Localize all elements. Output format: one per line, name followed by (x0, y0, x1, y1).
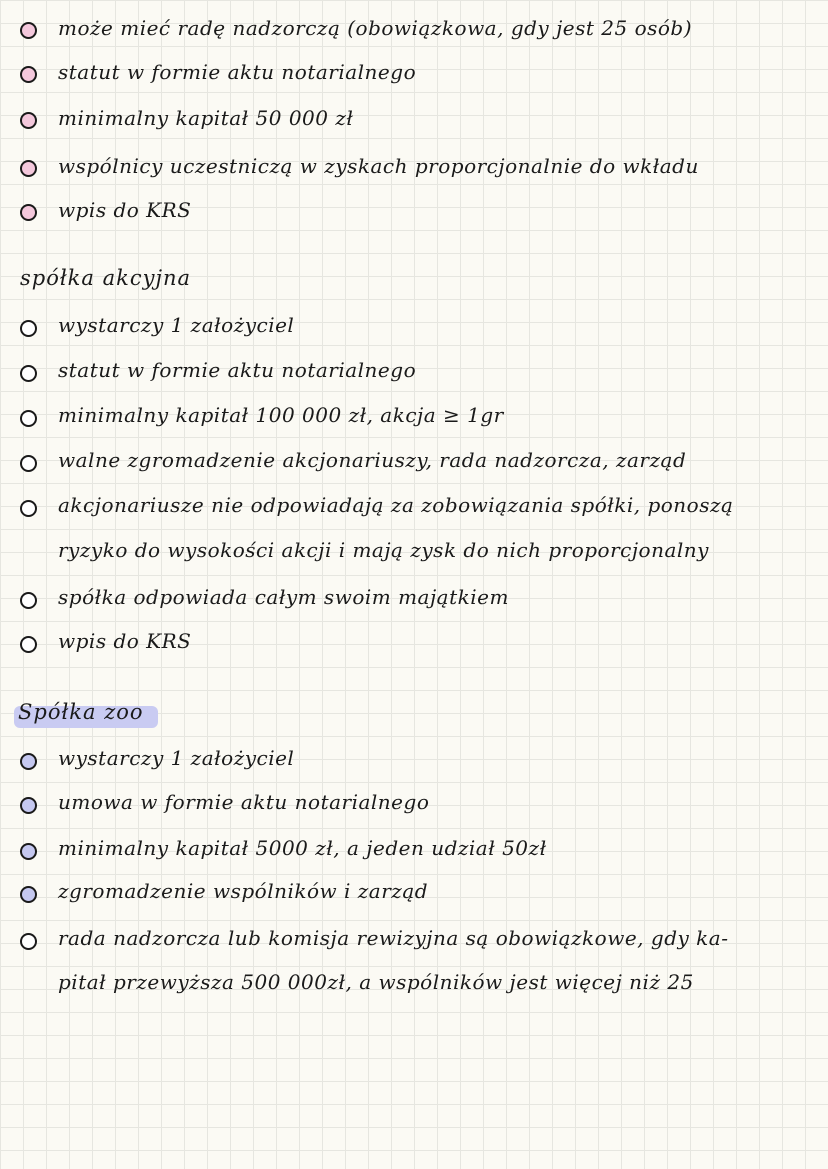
pink-circle-bullet-icon (20, 22, 37, 39)
section-heading: Spółka zoo (18, 700, 144, 724)
list-item: wpis do KRS (58, 198, 192, 222)
list-item: rada nadzorcza lub komisja rewizyjna są obowiązkowe, gdy ka- (58, 926, 729, 950)
pink-circle-bullet-icon (20, 204, 37, 221)
list-item: wystarczy 1 założyciel (58, 746, 295, 770)
blue-circle-bullet-icon (20, 753, 37, 770)
white-circle-bullet-icon (20, 933, 37, 950)
list-item-continuation: ryzyko do wysokości akcji i mają zysk do nich proporcjonalny (58, 538, 709, 562)
list-item: statut w formie aktu notarialnego (58, 358, 417, 382)
blue-circle-bullet-icon (20, 843, 37, 860)
pink-circle-bullet-icon (20, 160, 37, 177)
section-heading: spółka akcyjna (20, 266, 192, 290)
list-item: statut w formie aktu notarialnego (58, 60, 417, 84)
list-item: minimalny kapitał 5000 zł, a jeden udział 50zł (58, 836, 547, 860)
list-item: minimalny kapitał 100 000 zł, akcja ≥ 1gr (58, 403, 504, 427)
list-item-continuation: pitał przewyższa 500 000zł, a wspólników jest więcej niż 25 (58, 970, 694, 994)
list-item: umowa w formie aktu notarialnego (58, 790, 430, 814)
white-circle-bullet-icon (20, 500, 37, 517)
white-circle-bullet-icon (20, 636, 37, 653)
white-circle-bullet-icon (20, 365, 37, 382)
list-item: zgromadzenie wspólników i zarząd (58, 879, 429, 903)
pink-circle-bullet-icon (20, 112, 37, 129)
white-circle-bullet-icon (20, 592, 37, 609)
list-item: walne zgromadzenie akcjonariuszy, rada nadzorcza, zarząd (58, 448, 687, 472)
list-item: spółka odpowiada całym swoim majątkiem (58, 585, 509, 609)
white-circle-bullet-icon (20, 320, 37, 337)
pink-circle-bullet-icon (20, 66, 37, 83)
blue-circle-bullet-icon (20, 797, 37, 814)
list-item: akcjonariusze nie odpowiadają za zobowiązania spółki, ponoszą (58, 493, 734, 517)
list-item: minimalny kapitał 50 000 zł (58, 106, 354, 130)
blue-circle-bullet-icon (20, 886, 37, 903)
white-circle-bullet-icon (20, 410, 37, 427)
white-circle-bullet-icon (20, 455, 37, 472)
list-item: wpis do KRS (58, 629, 192, 653)
list-item: może mieć radę nadzorczą (obowiązkowa, gdy jest 25 osób) (58, 16, 693, 40)
list-item: wspólnicy uczestniczą w zyskach proporcjonalnie do wkładu (58, 154, 699, 178)
list-item: wystarczy 1 założyciel (58, 313, 295, 337)
